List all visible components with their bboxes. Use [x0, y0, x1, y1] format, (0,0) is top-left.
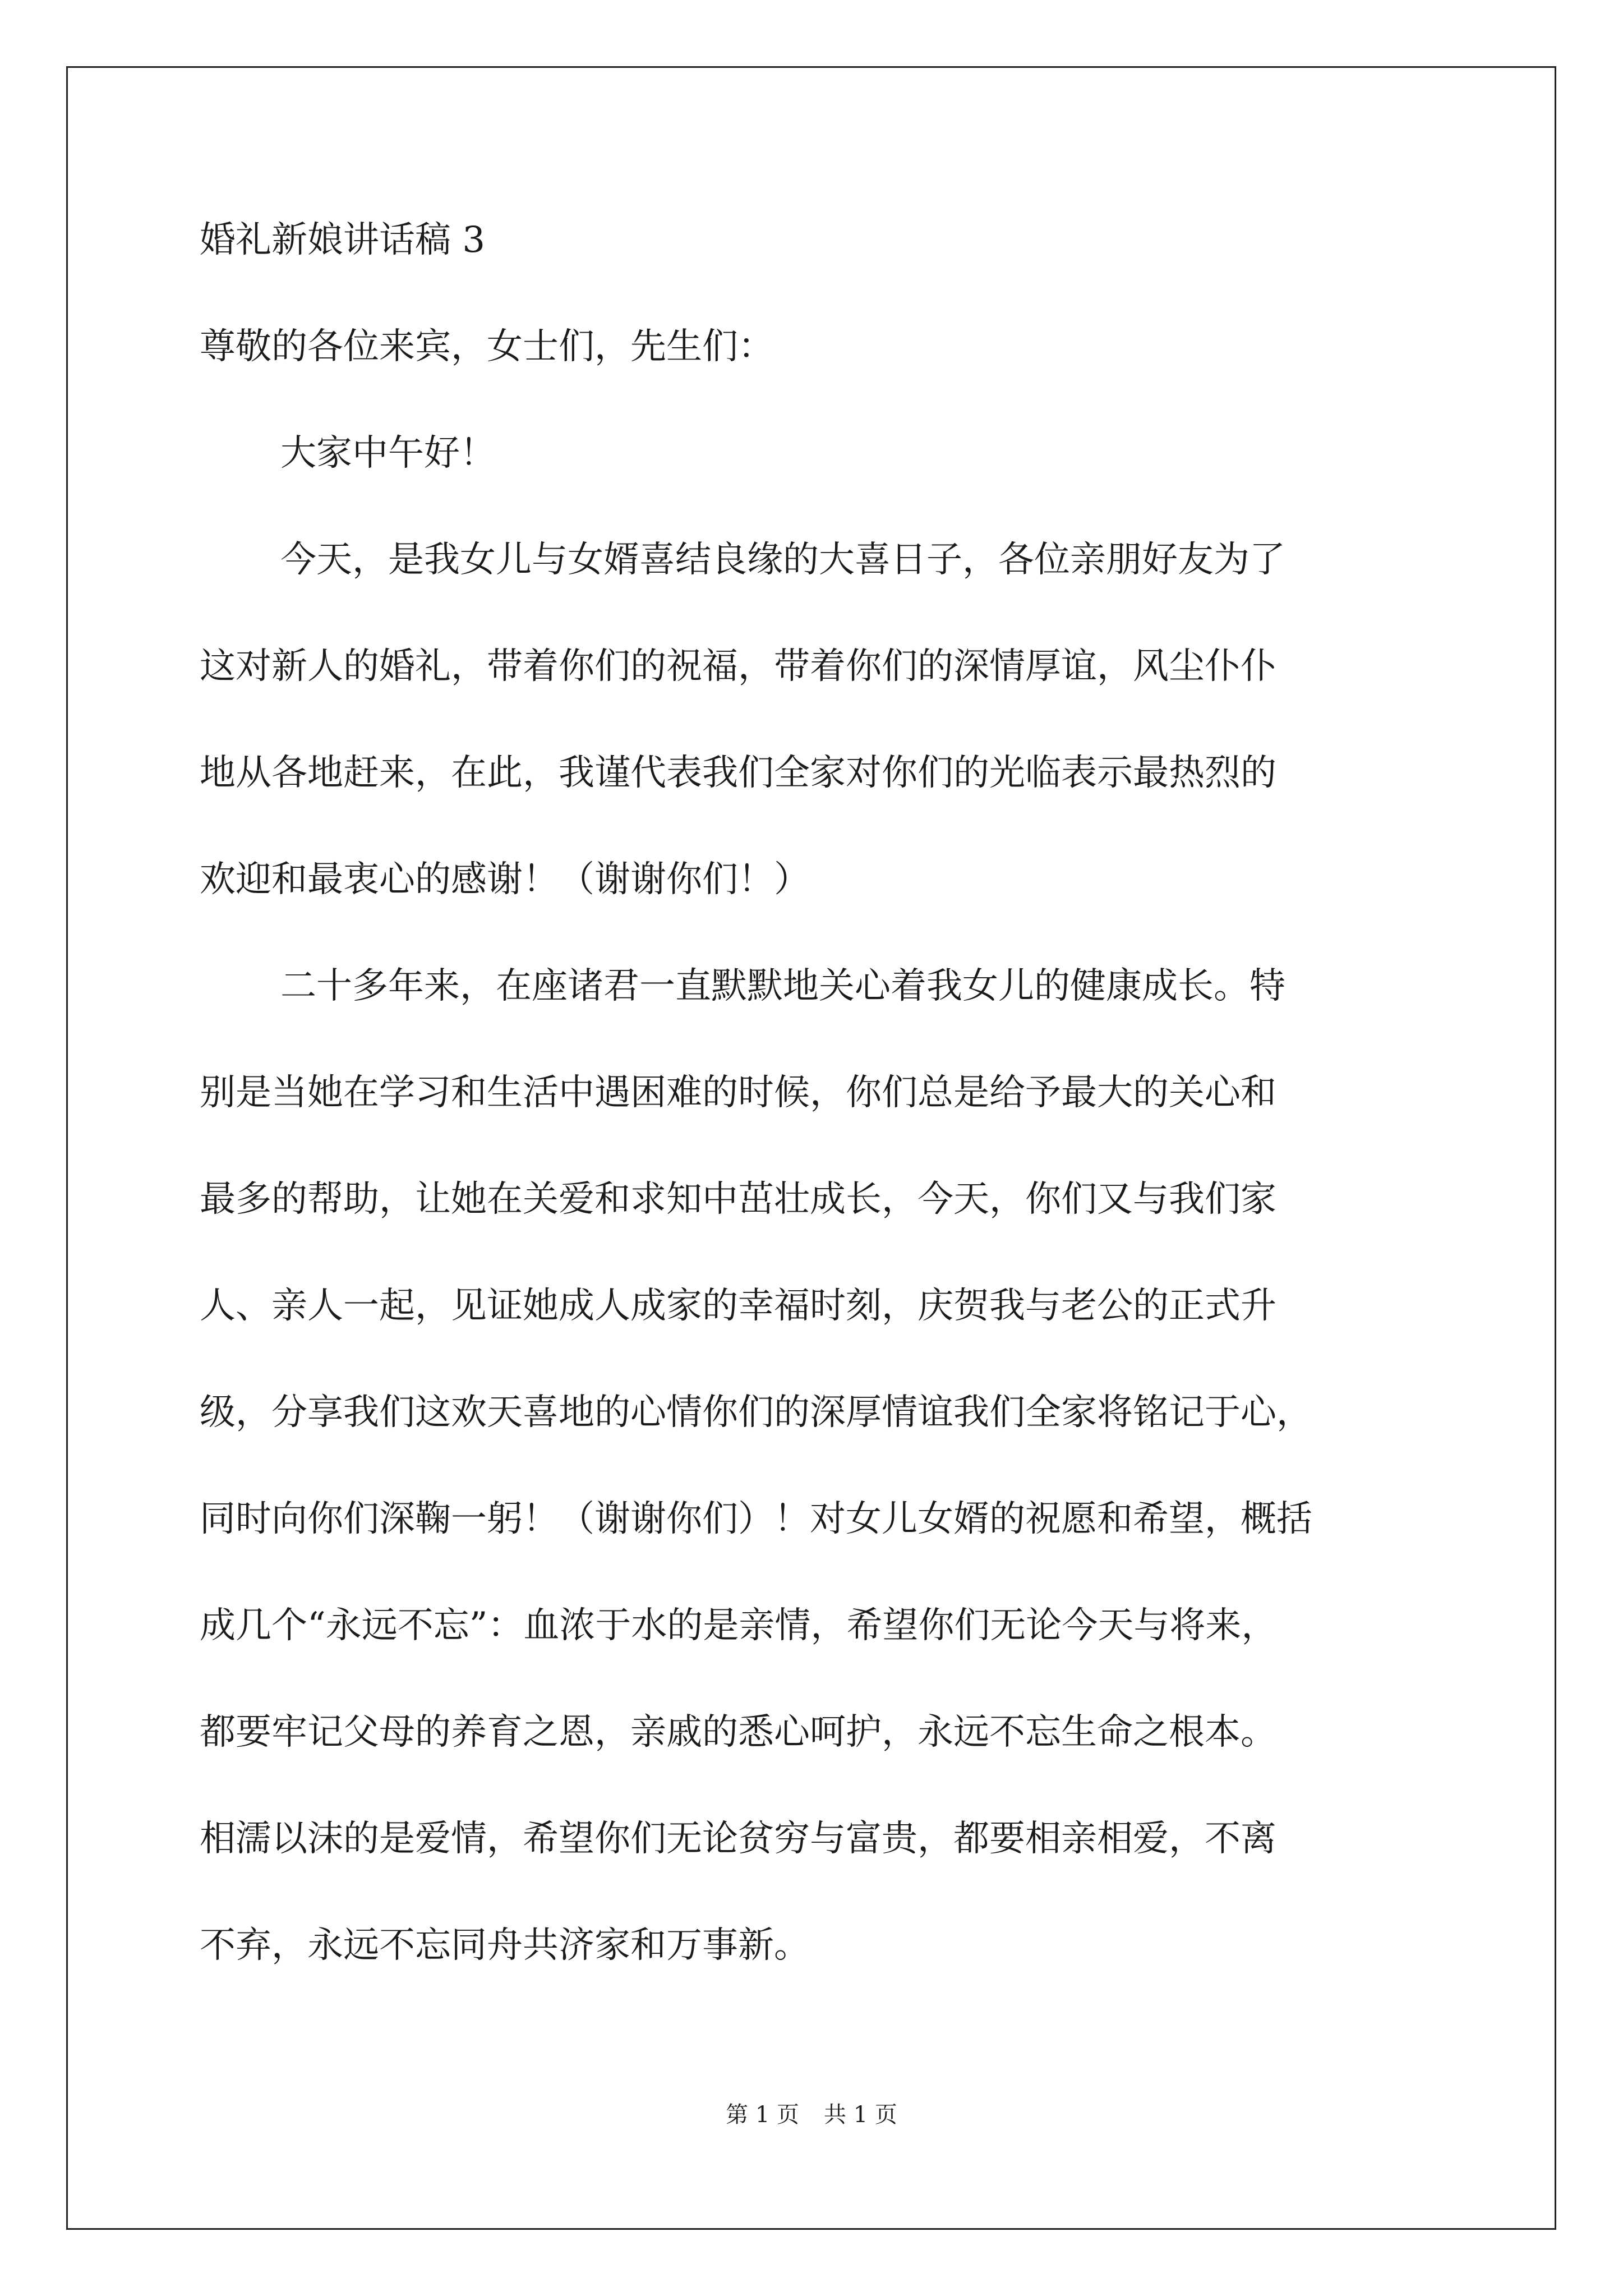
greeting-line: 大家中午好！: [280, 432, 496, 474]
salutation: 尊敬的各位来宾，女士们，先生们：: [200, 326, 774, 367]
page-total: 共 1 页: [824, 2102, 897, 2128]
paragraph-line: 相濡以沫的是爱情，希望你们无论贫穷与富贵，都要相亲相爱，不离: [200, 1818, 1276, 1860]
paragraph-line: 这对新人的婚礼，带着你们的祝福，带着你们的深情厚谊，风尘仆仆: [200, 646, 1276, 687]
paragraph-line: 欢迎和最衷心的感谢！（谢谢你们！）: [200, 859, 810, 900]
paragraph-line: 同时向你们深鞠一躬！（谢谢你们）！对女儿女婿的祝愿和希望，概括: [200, 1498, 1312, 1540]
greeting-paragraph: [200, 426, 1456, 533]
paragraph-1: [200, 533, 1456, 959]
paragraph-line: 别是当她在学习和生活中遇困难的时候，你们总是给予最大的关心和: [200, 1072, 1276, 1114]
paragraph-line: 最多的帮助，让她在关爱和求知中茁壮成长，今天，你们又与我们家: [200, 1179, 1276, 1220]
paragraph-line: 都要牢记父母的养育之恩，亲戚的悉心呵护，永远不忘生命之根本。: [200, 1711, 1276, 1753]
document-title: 婚礼新娘讲话稿 3: [200, 219, 486, 261]
page-footer: [0, 2098, 1623, 2132]
paragraph-line: 不弃，永远不忘同舟共济家和万事新。: [200, 1925, 810, 1966]
paragraph-line: 今天，是我女儿与女婿喜结良缘的大喜日子，各位亲朋好友为了: [280, 539, 1285, 581]
paragraph-line: 二十多年来，在座诸君一直默默地关心着我女儿的健康成长。特: [280, 965, 1285, 1007]
paragraph-line: 人、亲人一起，见证她成人成家的幸福时刻，庆贺我与老公的正式升: [200, 1285, 1276, 1327]
paragraph-2: [200, 959, 1456, 2025]
document-body: [200, 213, 1456, 2025]
paragraph-line: 级，分享我们这欢天喜地的心情你们的深厚情谊我们全家将铭记于心，: [200, 1392, 1312, 1433]
page-number: 第 1 页: [726, 2102, 799, 2128]
paragraph-line: 地从各地赶来，在此，我谨代表我们全家对你们的光临表示最热烈的: [200, 752, 1276, 794]
paragraph-line: 成几个“永远不忘”：血浓于水的是亲情，希望你们无论今天与将来，: [200, 1605, 1278, 1646]
